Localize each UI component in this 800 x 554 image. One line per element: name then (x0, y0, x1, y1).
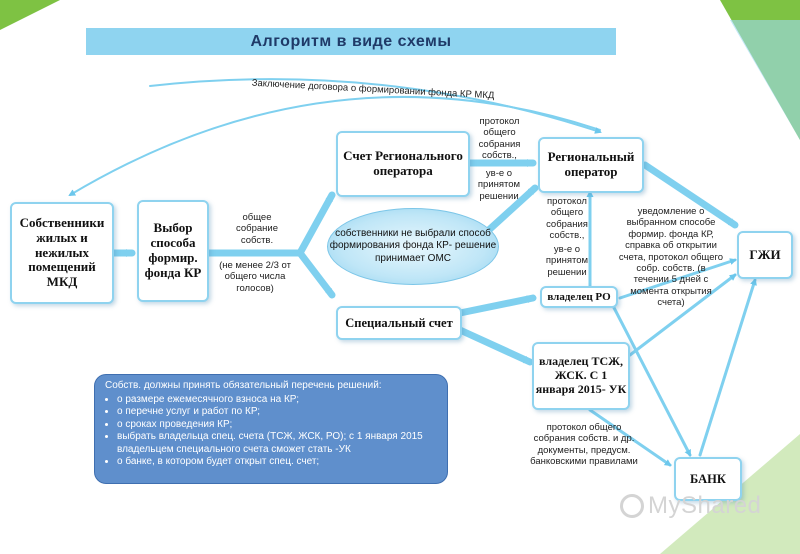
regional-account-box: Счет Регионального оператора (336, 131, 470, 197)
decision-item: • о размере ежемесячного взноса на КР; (117, 394, 437, 407)
protocol-bottom-note: протокол общего собрания собств. и др. документы, предусм. банковскими правилами (530, 422, 638, 468)
decision-item: • о банке, в котором будет открыт спец. счет; (117, 456, 437, 469)
arc-label: Заключение договора о формировании фонда КР МКД (251, 77, 495, 102)
meeting-note: общее собрание собств. (236, 212, 278, 246)
regional-operator-box: Региональный оператор (538, 137, 644, 193)
decisions-list (105, 394, 437, 469)
decisions-heading: Собств. должны принять обязательный перечень решений: (105, 380, 382, 391)
choice-box: Выбор способа формир. фонда КР (137, 200, 209, 302)
decision-item: • о перечне услуг и работ по КР; (117, 406, 437, 419)
watermark-text: MyShared (648, 492, 762, 519)
special-account-box: Специальный счет (336, 306, 462, 340)
protocol-right-note: протокол общего собрания собств., (546, 196, 588, 242)
decision-item: • о сроках проведения КР; (117, 419, 437, 432)
cert-right-note: ув-е о принятом решении (545, 244, 589, 278)
votes-note: (не менее 2/3 от общего числа голосов) (219, 260, 291, 294)
notification-note: уведомление о выбранном способе формир. фонда КР, справка об открытии счета, протокол общего собр. собств. (в течении 5 дней с момента открытия счета) (618, 206, 724, 309)
decision-item: • выбрать владельца спец. счета (ТСЖ, ЖСК, РО); с 1 января 2015 владельцем специального счета сможет стать -УК (117, 431, 437, 456)
protocol-top-note: протокол общего собрания собств., (478, 116, 521, 162)
bank-box: БАНК (674, 457, 742, 501)
cert-top-note: ув-е о принятом решении (477, 168, 521, 202)
page-title: Алгоритм в виде схемы (86, 28, 616, 55)
owner-tszh-box: владелец ТСЖ, ЖСК. С 1 января 2015- УК (532, 342, 630, 410)
owner-ro-box: владелец РО (540, 286, 618, 308)
oms-decision-oval: собственники не выбрали способ формирования фонда КР- решение принимает ОМС (327, 208, 499, 285)
watermark (618, 492, 761, 520)
owners-box: Собственники жилых и нежилых помещений МКД (10, 202, 114, 304)
decisions-panel (94, 374, 448, 484)
gzhi-box: ГЖИ (737, 231, 793, 279)
